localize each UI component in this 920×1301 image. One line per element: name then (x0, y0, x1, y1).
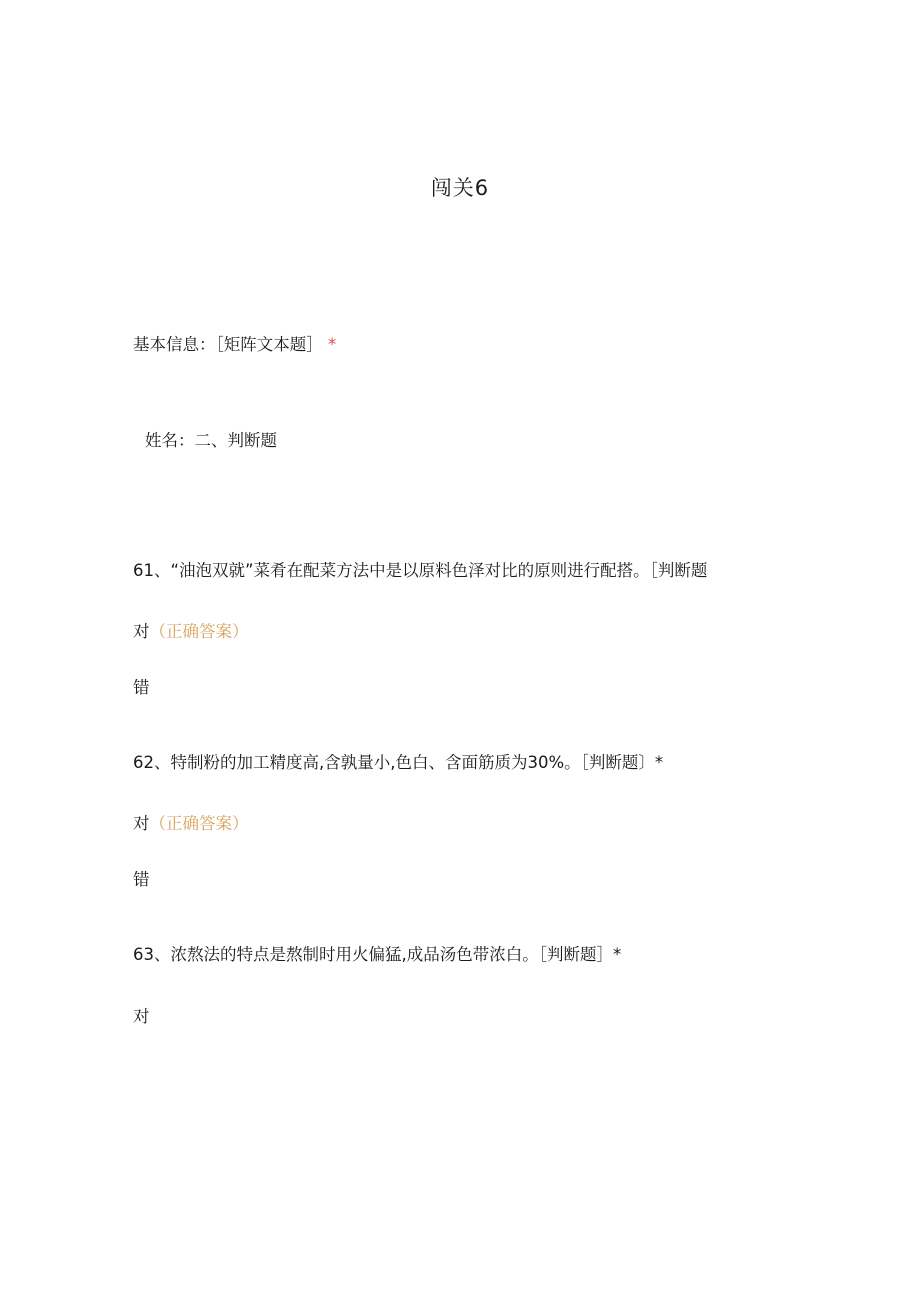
basic-info-question (133, 333, 336, 357)
question-63-text: 63、浓熬法的特点是熬制时用火偏猛,成品汤色带浓白。［判断题］* (133, 945, 622, 964)
question-61-option-true[interactable] (133, 620, 249, 644)
question-62-option-false[interactable] (133, 868, 150, 892)
option-label: 对 (133, 814, 150, 833)
option-label: 错 (133, 678, 150, 697)
question-61-text: 61、“油泡双就”菜肴在配菜方法中是以原料色泽对比的原则进行配搭。［判断题 (133, 561, 708, 580)
page-title: 闯关6 (430, 176, 490, 200)
required-asterisk: * (328, 335, 337, 354)
correct-answer-tag: （正确答案） (149, 814, 249, 833)
option-label: 对 (133, 1007, 150, 1026)
correct-answer-tag: （正确答案） (149, 622, 249, 641)
question-62-option-true[interactable] (133, 812, 249, 836)
option-label: 对 (133, 622, 150, 641)
name-field-row[interactable]: 姓名：二、判断题 (145, 431, 277, 450)
question-63-option-true[interactable] (133, 1005, 150, 1029)
basic-info-label: 基本信息：［矩阵文本题］ (133, 335, 323, 354)
option-label: 错 (133, 870, 150, 889)
question-62-text: 62、特制粉的加工精度高,含孰量小,色白、含面筋质为30%。［判断题〕* (133, 753, 664, 772)
question-61-option-false[interactable] (133, 676, 150, 700)
